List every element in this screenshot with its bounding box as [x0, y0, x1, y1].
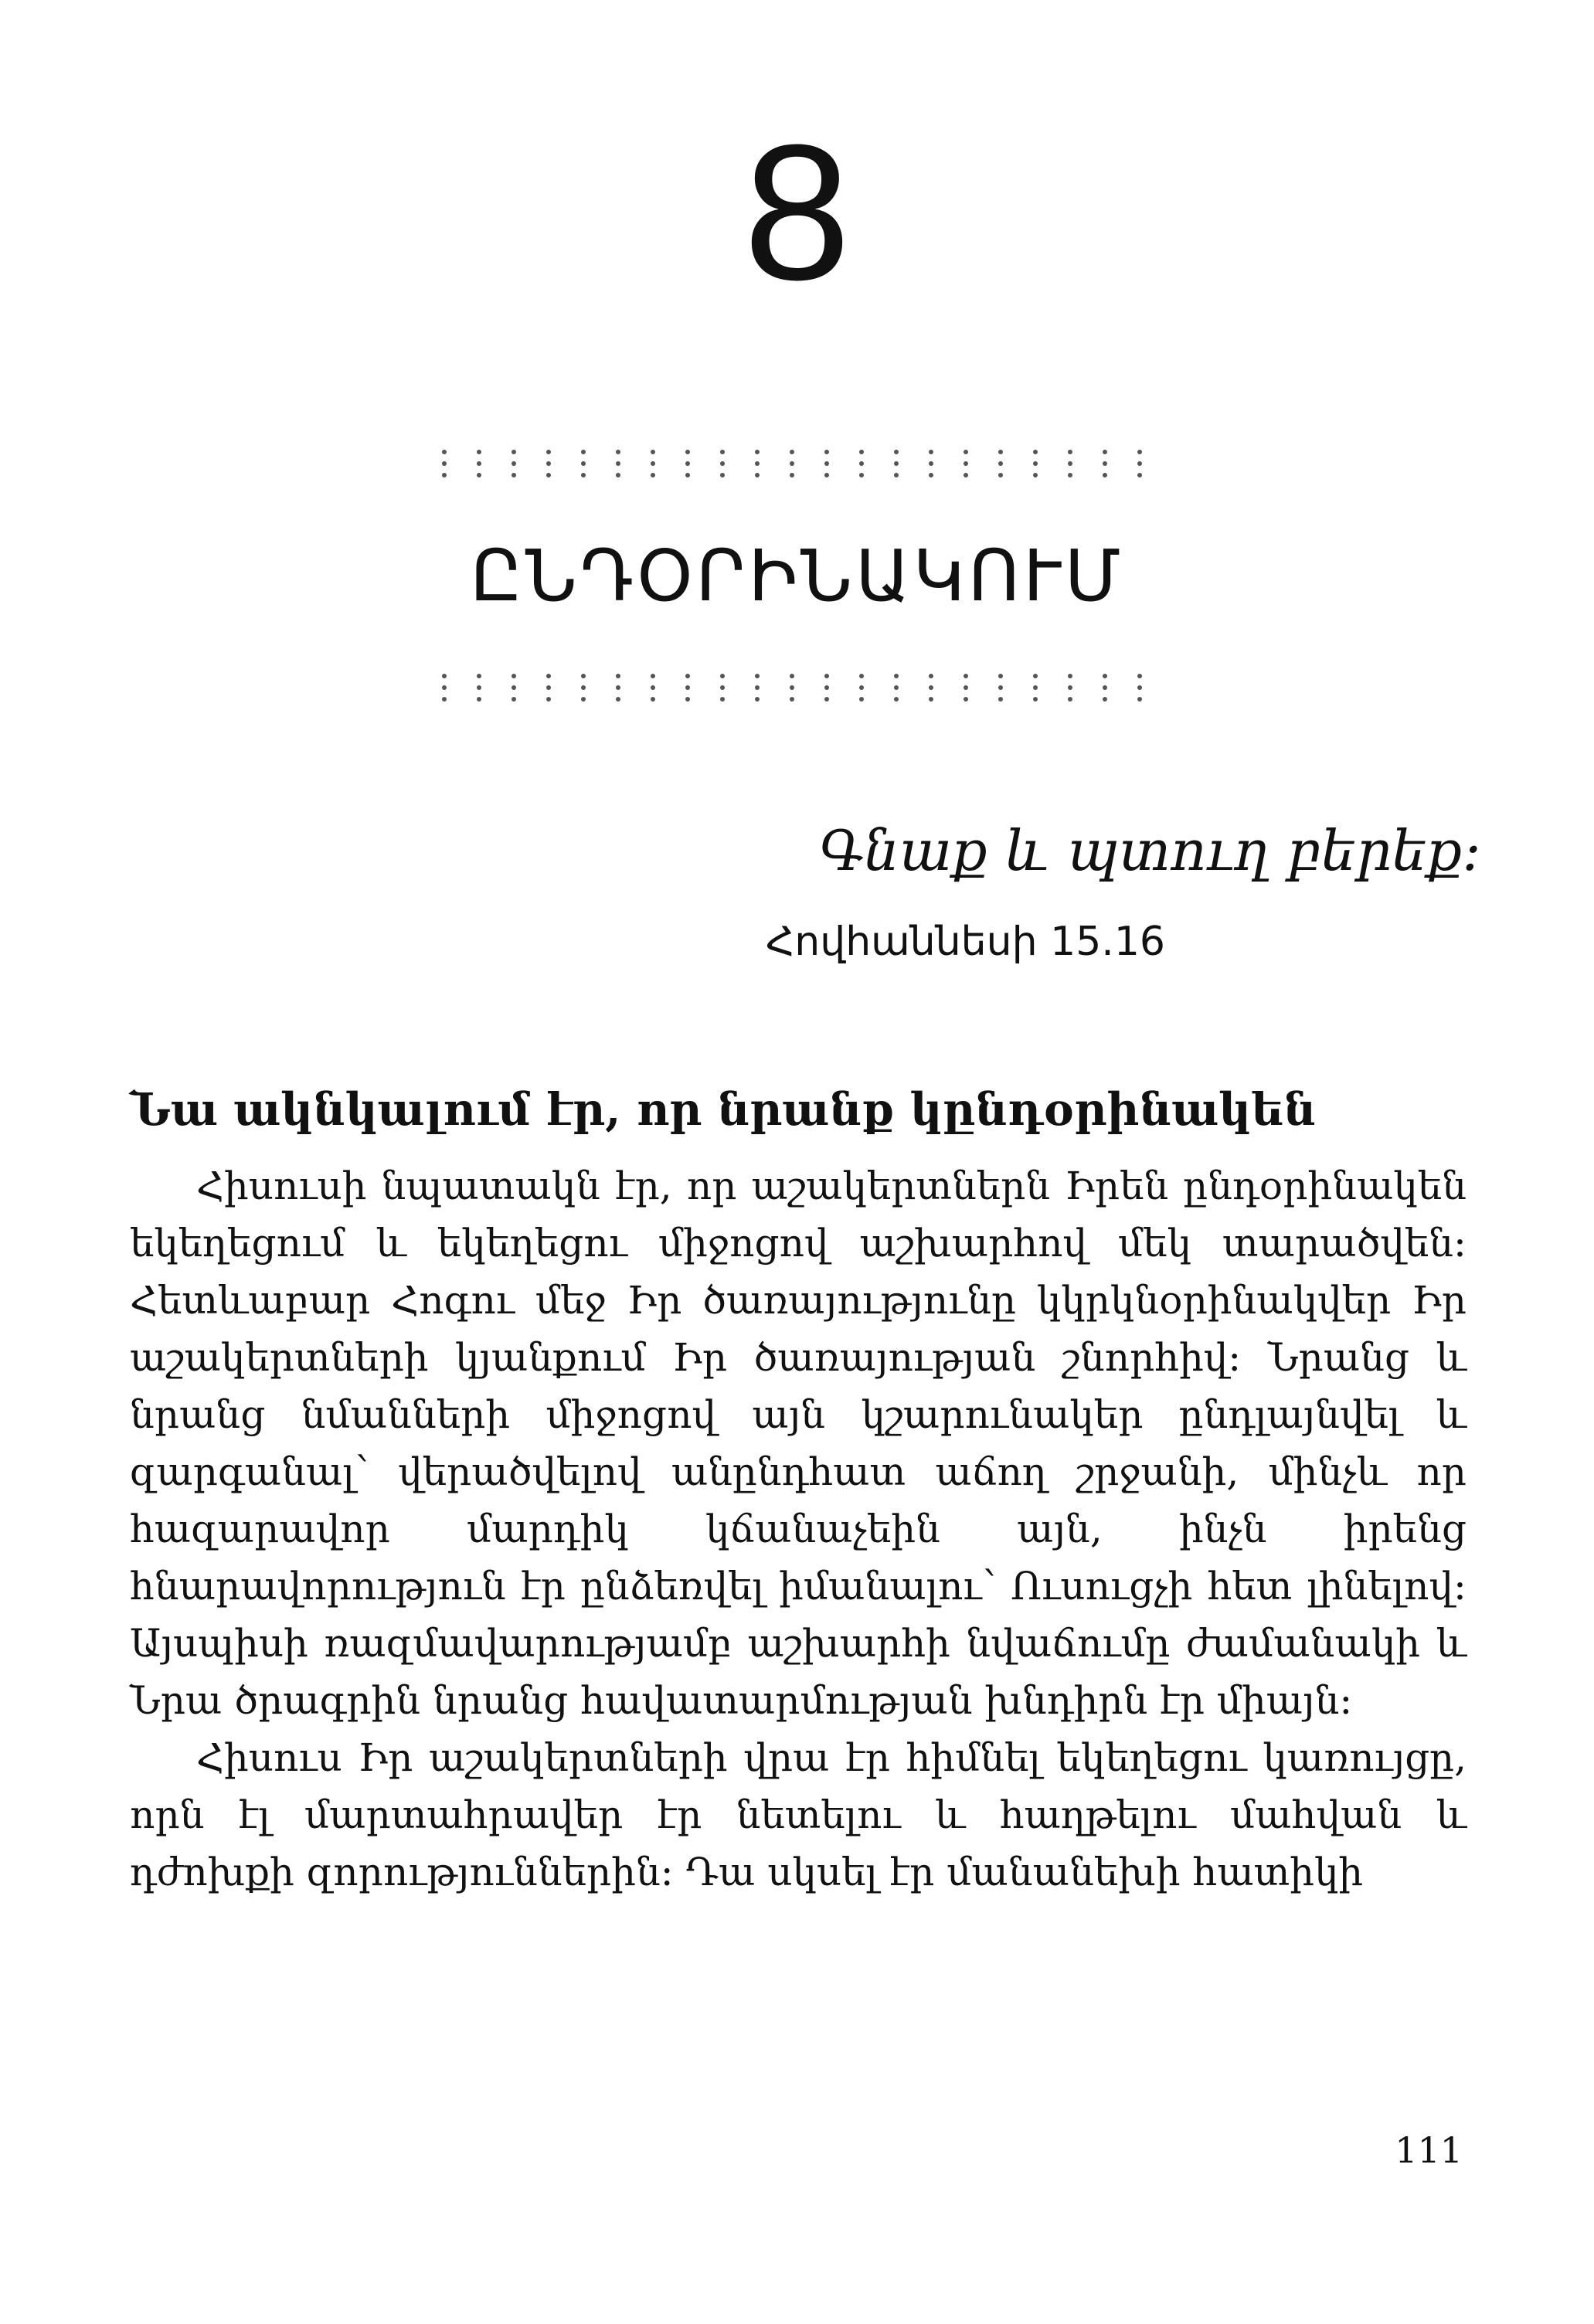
epigraph-quote: Գնաք և պտուղ բերեք։: [819, 818, 1481, 883]
page-number: 111: [1395, 2129, 1463, 2171]
paragraph: Հիսուսի նպատակն էր, որ աշակերտներն Իրեն ընդօրինակեն եկեղեցում և եկեղեցու միջոցով աշխարհով մեկ տարածվեն։ Հետևաբար Հոգու մեջ Իր ծառայությունը կկրկնօրինակվեր Իր աշակերտների կյանքում Իր ծառայության շնորհիվ։ Նրանց և նրանց նմանների միջոցով այն կշարունակեր ընդլայնվել և զարգանալ՝ վերածվելով անընդհատ աճող շրջանի, մինչև որ հազարավոր մարդիկ կճանաչեին այն, ինչն իրենց հնարավորություն էր ընձեռվել իմանալու՝ Ուսուցչի հետ լինելով։ Այսպիսի ռազմավարությամբ աշխարհի նվաճումը ժամանակի և Նրա ծրագրին նրանց հավատարմության խնդիրն էր միայն։: [130, 1164, 1467, 1723]
ornament-divider-bottom: [433, 664, 1167, 711]
chapter-title: ԸՆԴՕՐԻՆԱԿՈՒՄ: [470, 535, 1124, 617]
ornament-divider-top: [433, 440, 1167, 487]
epigraph-reference: Հովհաննեսի 15.16: [766, 919, 1165, 965]
section-heading: Նա ակնկալում էր, որ նրանք կընդօրինակեն: [130, 1083, 1317, 1136]
body-text: [130, 1157, 1467, 1901]
chapter-number: 8: [743, 104, 851, 320]
paragraph: Հիսուս Իր աշակերտների վրա էր հիմնել եկեղեցու կառույցը, որն էլ մարտահրավեր էր նետելու և հաղթելու մահվան և դժոխքի զորություններին։ Դա սկսել էր մանանեխի հատիկի: [130, 1735, 1467, 1894]
